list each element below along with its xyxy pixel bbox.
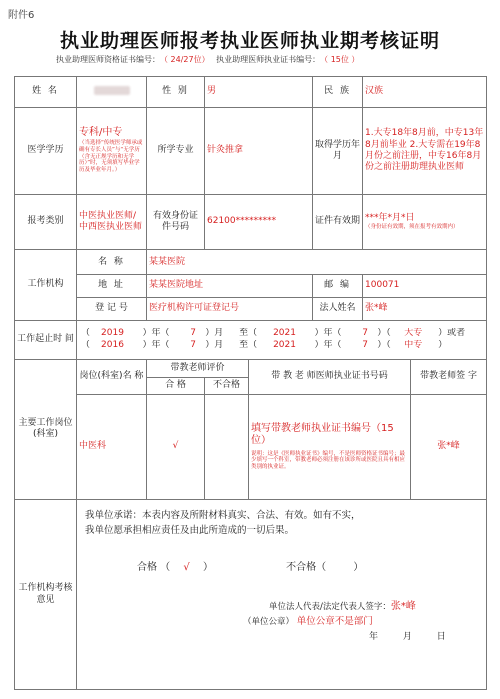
period-year-text: ）年（ [314,339,342,350]
education-cell [77,107,147,194]
id-number-label: 有效身份证件号码 [147,194,205,250]
sign-value: 张*峰 [390,600,416,612]
opinion-fail-close: ） [353,562,364,574]
teacher-cert-cell [249,394,411,499]
date-line [79,632,484,643]
teacher-cert-header: 带 教 老 师医师执业证书号码 [249,359,411,394]
major-value: 针灸推拿 [205,107,313,194]
period2-start-month: 7 [190,339,196,350]
period-open-paren: （ [81,339,91,350]
graduation-date-label: 取得学历年 月 [313,107,363,194]
postcode-label: 邮 编 [313,275,363,298]
page-title: 执业助理医师报考执业医师执业期考核证明 [59,30,440,52]
legal-person-value: 张*峰 [363,297,487,320]
registration-number-label: 登 记 号 [77,297,147,320]
teacher-cert-value: 填写带教老师执业证书编号（15位） [251,422,394,447]
period-close-text: ）（ [377,339,391,350]
institution-address-label: 地 址 [77,275,147,298]
fail-mark [205,394,249,499]
period2-level: 中专 [404,339,423,350]
period-year-text: ）年（ [314,328,342,339]
promise-line-2: 我单位愿承担相应责任及由此所造成的一切后果。 [85,525,295,537]
name-value [77,77,147,108]
period-open-paren: （ [81,328,91,339]
fail-header: 不合格 [205,378,249,395]
period-close-text: ）（ [377,328,391,339]
period-month-text: ）月 [205,339,224,350]
teacher-sign-header: 带教老师签 字 [411,359,487,394]
teacher-sign-value: 张*峰 [411,394,487,499]
date-year: 年 [369,632,379,643]
education-value: 专科/中专 [79,127,123,139]
teacher-evaluation-header: 带教老师评价 [147,359,249,378]
period-year-text: ）年（ [142,339,170,350]
sign-line [79,601,484,614]
exam-category-label: 报考类别 [15,194,77,250]
education-note: （当选择“传统医学师承或确有专长人员”与“无学历（含无正规学历和无学历）”时，无须填写毕业学历及毕业年月。） [79,139,143,174]
date-month: 月 [402,632,412,643]
period2-end-year: 2021 [273,339,296,350]
id-validity-value: ***年*月*日 [365,212,415,223]
period1-suffix: ）或者 [438,328,466,339]
period1-start-year: 2019 [101,328,124,339]
seal-value: 单位公章不是部门 [296,616,373,628]
period-to-text: 至（ [239,328,258,339]
work-period-row-1 [79,328,484,339]
dept-header: 岗位(科室)名 称 [77,359,147,394]
dept-value: 中医科 [77,394,147,499]
id-validity-cell [363,194,487,250]
name-label: 姓 名 [15,77,77,108]
major-label: 所学专业 [147,107,205,194]
period1-end-year: 2021 [273,328,296,339]
main-post-label: 主要工作岗位(科室) [15,359,77,499]
gender-label: 性 别 [147,77,205,108]
ethnic-label: 民 族 [313,77,363,108]
name-redacted [94,86,130,95]
id-number-value: 62100********* [205,194,313,250]
period2-suffix: ） [438,339,448,350]
period-year-text: ）年（ [142,328,170,339]
cert-number-label: 执业助理医师资格证书编号： [56,55,160,64]
period1-start-month: 7 [190,328,196,339]
practice-number-value: （ 15位 ） [324,55,360,64]
registration-number-value: 医疗机构许可证登记号 [147,297,313,320]
period1-level: 大专 [404,328,423,339]
date-day: 日 [436,632,446,643]
seal-label: （单位公章） [243,617,295,628]
period1-end-month: 7 [362,328,369,339]
period2-start-year: 2016 [101,339,124,350]
gender-value: 男 [205,77,313,108]
ethnic-value: 汉族 [363,77,487,108]
work-period-cell [77,320,487,359]
seal-line [79,616,484,628]
pass-header: 合 格 [147,378,205,395]
opinion-label: 工作机构考核意见 [15,500,77,690]
work-institution-label: 工作机构 [15,250,77,320]
sign-label: 单位法人代表/法定代表人签字： [269,601,391,612]
period-to-text: 至（ [239,339,258,350]
attachment-number: 附件6 [8,10,35,21]
opinion-cell [77,500,487,690]
opinion-pass-mark: √ [183,562,190,574]
work-period-row-2 [79,340,484,351]
institution-name-label: 名 称 [77,250,147,275]
work-period-label: 工作起止时 间 [15,320,77,359]
exam-category-value: 中医执业医师/中西医执业医师 [77,194,147,250]
assessment-form [14,76,487,690]
education-label: 医学学历 [15,107,77,194]
graduation-date-note: 1.大专18年8月前，中专13年8月前毕业 2.大专需在19年8月份之前注册，中专16年8月份之前注册助理执业医师 [363,107,487,194]
opinion-fail-label: 不合格（ [286,562,327,574]
period-month-text: ）月 [205,328,224,339]
practice-number-label: 执业助理医师执业证书编号： [216,55,321,64]
teacher-cert-note: 说明：这是《医师执业证书》编号，不是医师资格证书编号；最少填写一个科室，带教老师必须注册在该诊所或医院且具有相应类别的执业证。 [251,450,406,471]
pass-mark: √ [147,394,205,499]
promise-line-1: 我单位承诺：本表内容及所附材料真实、合法、有效。如有不实， [85,510,361,522]
work-period-lines [79,328,484,351]
certificate-number-line [56,54,363,65]
postcode-value: 100071 [363,275,487,298]
period2-end-month: 7 [362,339,369,350]
institution-name-value: 某某医院 [147,250,487,275]
opinion-pass-label: 合格 （ [137,562,171,574]
opinion-pass-close: ） [202,562,213,574]
legal-person-label: 法人姓名 [313,297,363,320]
id-validity-note: （身份证有效期，须在报考有效期内） [365,224,459,231]
id-validity-label: 证件有效期 [313,194,363,250]
institution-address-value: 某某医院地址 [147,275,313,298]
opinion-result-line [79,562,484,575]
cert-number-value: （ 24/27位） [164,55,210,64]
